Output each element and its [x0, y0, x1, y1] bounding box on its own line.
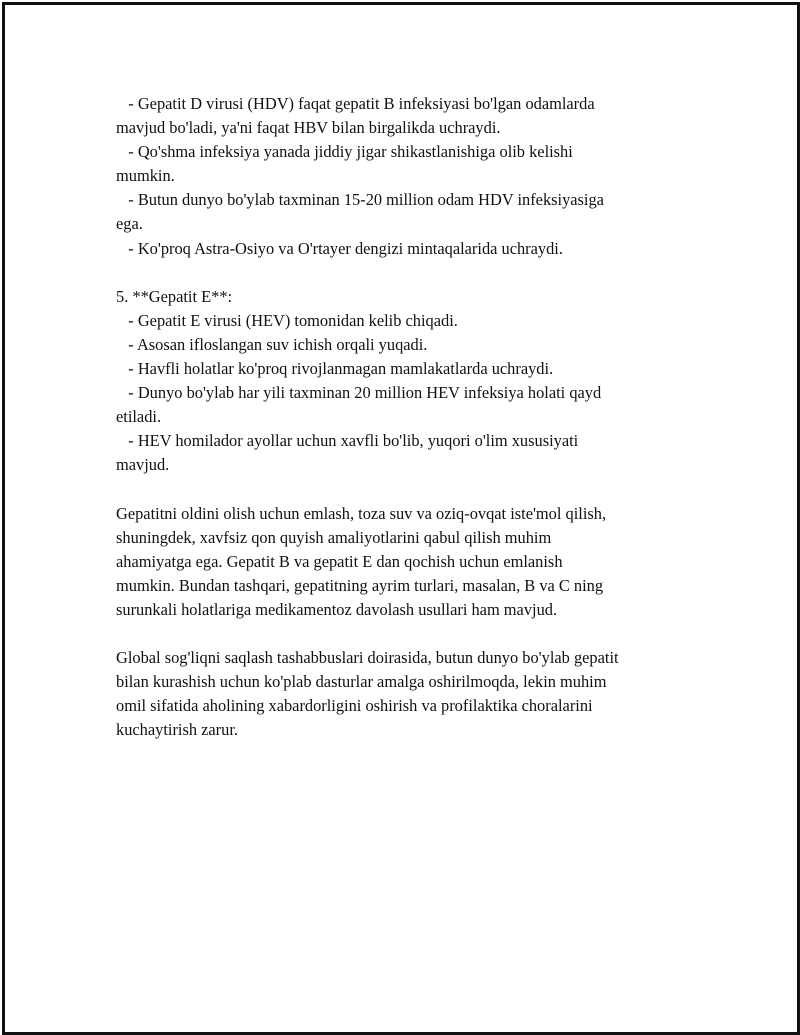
- text-line: mavjud bo'ladi, ya'ni faqat HBV bilan birgalikda uchraydi.: [116, 118, 501, 138]
- text-line: - Ko'proq Astra-Osiyo va O'rtayer dengizi mintaqalarida uchraydi.: [116, 238, 563, 258]
- hev-bullet-4: [116, 381, 686, 429]
- hdv-bullet-4: [116, 237, 686, 261]
- paragraph-gap: [116, 478, 686, 502]
- hev-section: [116, 285, 686, 478]
- text-line: Gepatitni oldini olish uchun emlash, toza suv va oziq-ovqat iste'mol qilish,: [116, 503, 607, 523]
- hev-bullet-5: [116, 429, 686, 477]
- hev-bullet-1: [116, 309, 686, 333]
- paragraph-gap: [116, 622, 686, 646]
- text-line: - Butun dunyo bo'ylab taxminan 15-20 million odam HDV infeksiyasiga: [116, 190, 604, 210]
- text-line: - Dunyo bo'ylab har yili taxminan 20 million HEV infeksiya holati qayd: [116, 383, 602, 403]
- hdv-bullet-3: [116, 188, 686, 236]
- text-line: omil sifatida aholining xabardorligini oshirish va profilaktika choralarini: [116, 696, 593, 716]
- hdv-bullet-2: [116, 140, 686, 188]
- hev-bullet-2: [116, 333, 686, 357]
- text-line: - Gepatit E virusi (HEV) tomonidan kelib chiqadi.: [116, 310, 458, 330]
- text-line: - HEV homilador ayollar uchun xavfli bo'lib, yuqori o'lim xususiyati: [116, 431, 579, 451]
- paragraph-gap: [116, 261, 686, 285]
- text-line: ahamiyatga ega. Gepatit B va gepatit E dan qochish uchun emlanish: [116, 551, 563, 571]
- text-line: - Asosan ifloslangan suv ichish orqali yuqadi.: [116, 334, 428, 354]
- text-line: - Gepatit D virusi (HDV) faqat gepatit B infeksiyasi bo'lgan odamlarda: [116, 94, 595, 113]
- text-line: kuchaytirish zarur.: [116, 720, 238, 740]
- document-body: [116, 92, 686, 743]
- text-line: surunkali holatlariga medikamentoz davolash usullari ham mavjud.: [116, 599, 558, 619]
- hev-bullet-3: [116, 357, 686, 381]
- text-line: mumkin. Bundan tashqari, gepatitning ayrim turlari, masalan, B va C ning: [116, 575, 604, 595]
- text-line: ega.: [116, 214, 143, 234]
- text-line: etiladi.: [116, 407, 162, 427]
- text-line: bilan kurashish uchun ko'plab dasturlar amalga oshirilmoqda, lekin muhim: [116, 672, 607, 692]
- section-heading: 5. **Gepatit E**:: [116, 286, 233, 306]
- hdv-bullet-1: [116, 92, 686, 140]
- text-line: shuningdek, xavfsiz qon quyish amaliyotlarini qabul qilish muhim: [116, 527, 552, 547]
- text-line: mumkin.: [116, 166, 175, 186]
- text-line: mavjud.: [116, 455, 170, 475]
- text-line: Global sog'liqni saqlash tashabbuslari doirasida, butun dunyo bo'ylab gepatit: [116, 648, 619, 668]
- hdv-bullet-list: [116, 92, 686, 261]
- text-line: - Havfli holatlar ko'proq rivojlanmagan mamlakatlarda uchraydi.: [116, 359, 554, 379]
- prevention-paragraph: [116, 502, 686, 622]
- global-paragraph: [116, 646, 686, 742]
- text-line: - Qo'shma infeksiya yanada jiddiy jigar shikastlanishiga olib kelishi: [116, 142, 573, 162]
